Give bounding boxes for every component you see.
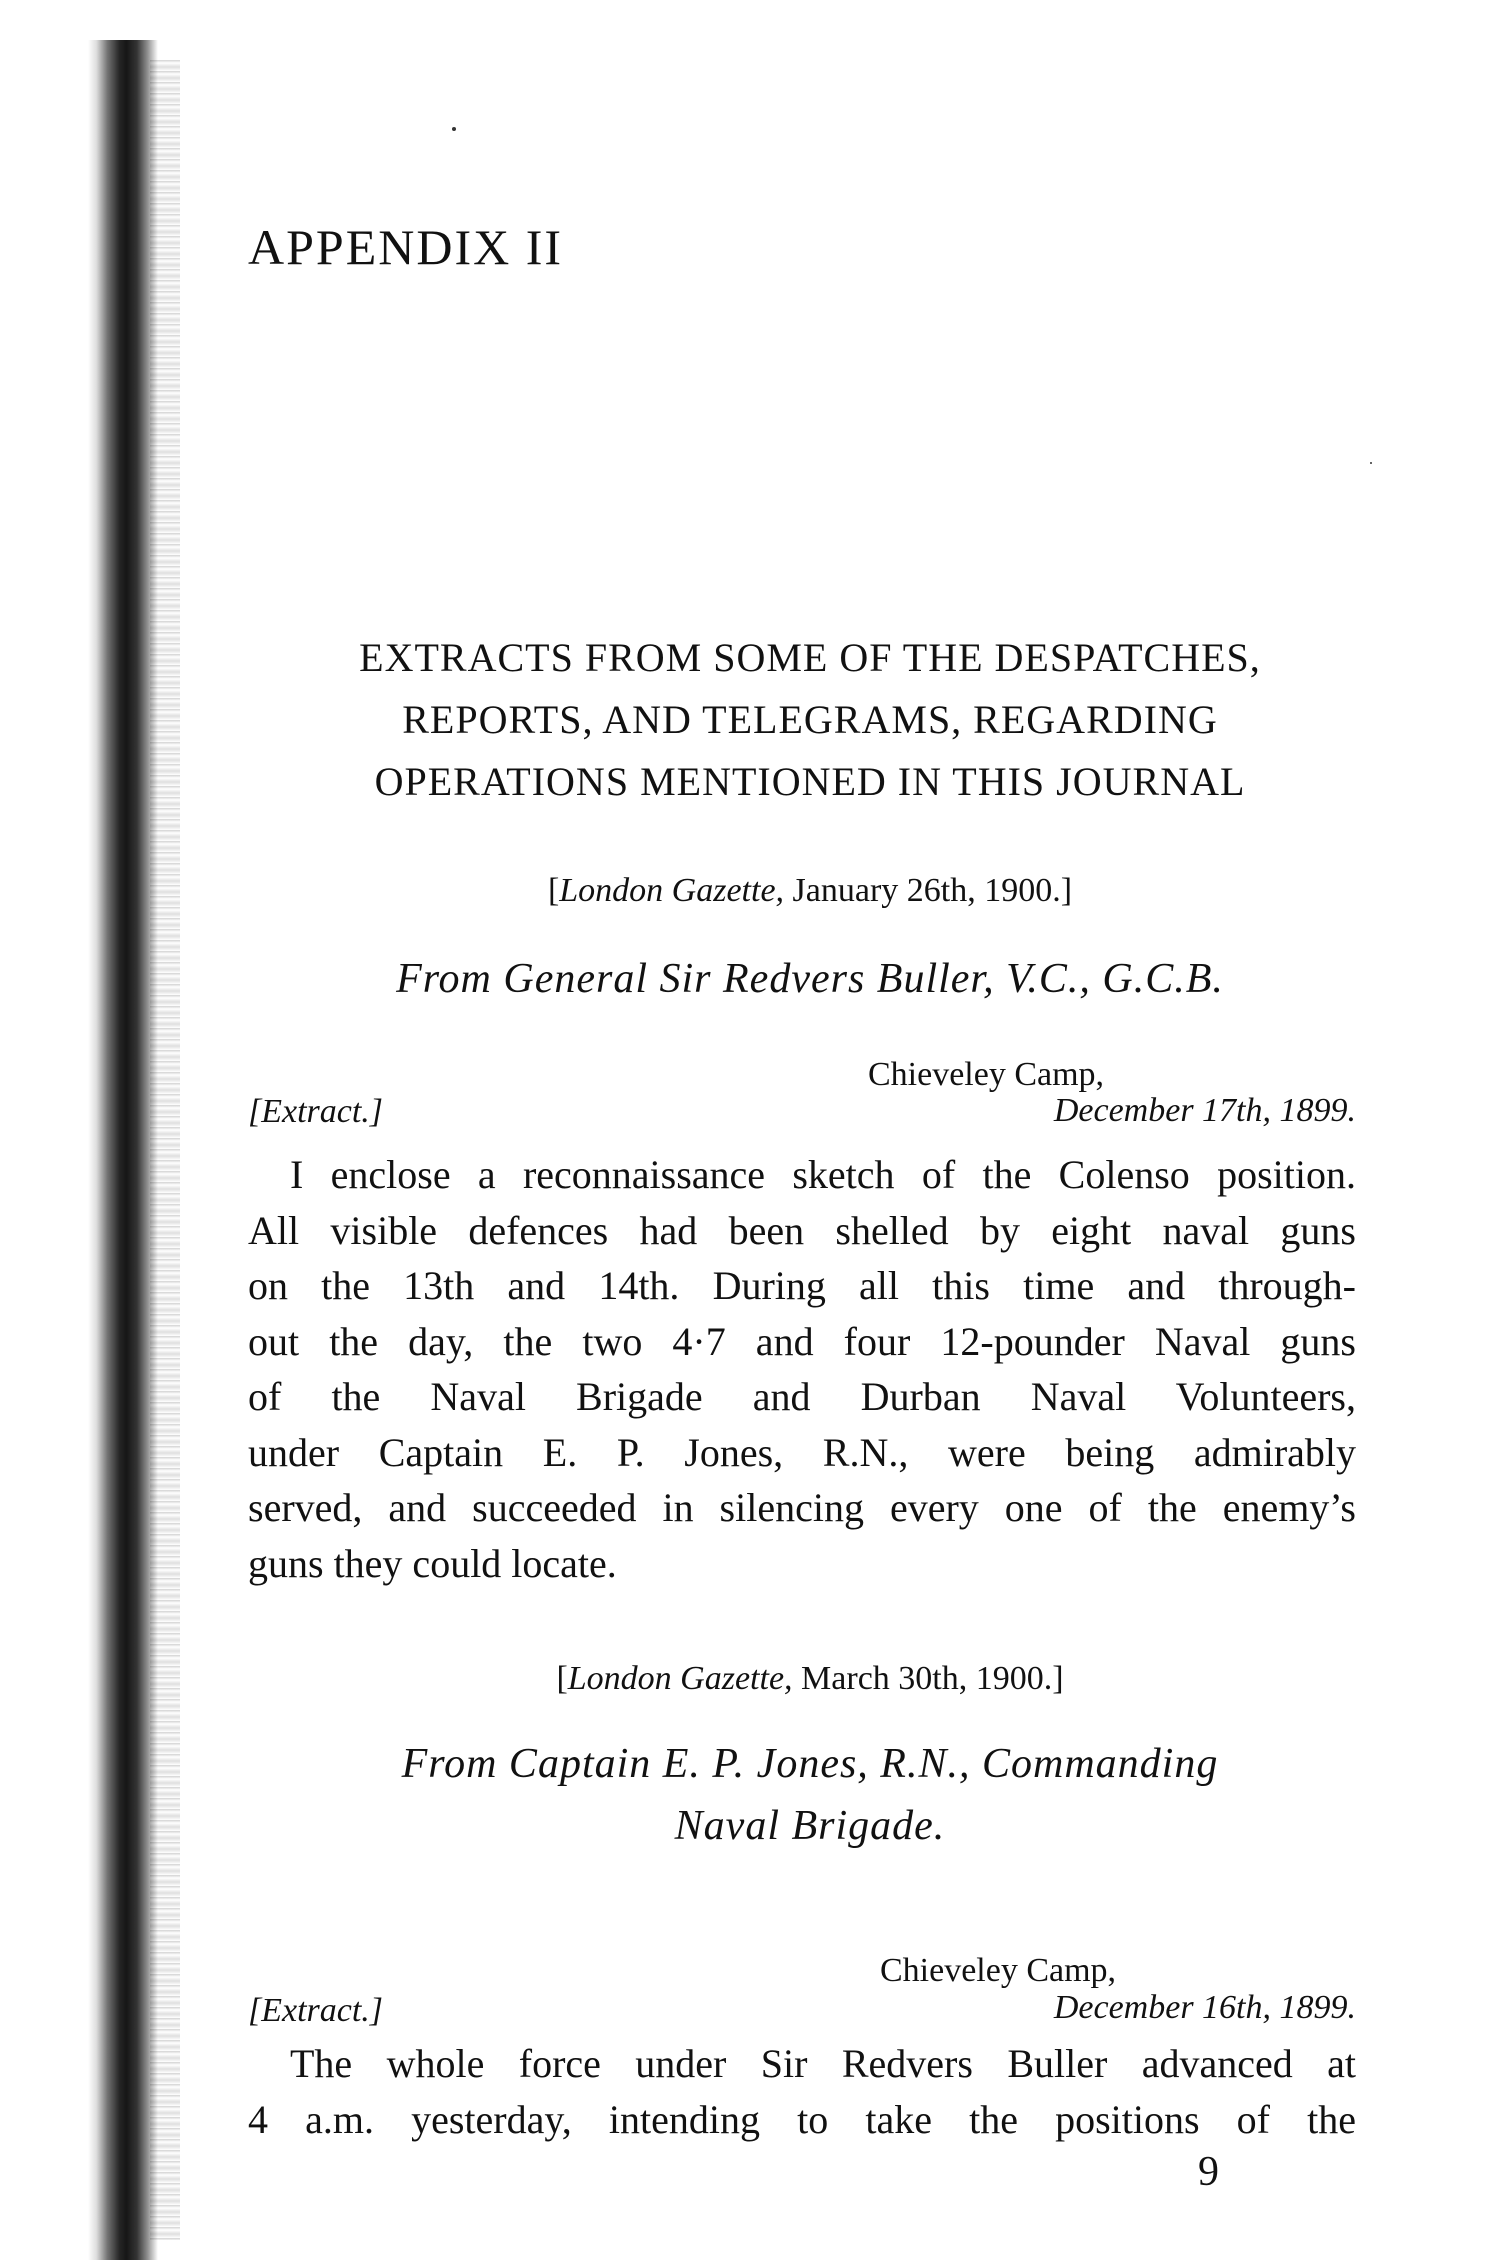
despatch-author-2-line-2: Naval Brigade. xyxy=(674,1803,946,1849)
title-line-3: OPERATIONS MENTIONED IN THIS JOURNAL xyxy=(374,759,1246,804)
scan-speck xyxy=(452,127,456,131)
body-line: I enclose a reconnaissance sketch of the Colenso position. xyxy=(290,1152,1356,1197)
body-line: The whole force under Sir Redvers Buller advanced at xyxy=(290,2041,1356,2086)
body-line: out the day, the two 4·7 and four 12-pounder Naval guns xyxy=(248,1318,1356,1364)
page-number: 9 xyxy=(1198,2149,1219,2195)
extract-label-2: [Extract.] xyxy=(248,1992,384,2029)
body-line: served, and succeeded in silencing every one of the enemy’s xyxy=(248,1485,1356,1530)
despatch-author-2-line-1: From Captain E. P. Jones, R.N., Commanding xyxy=(401,1741,1219,1787)
body-line: on the 13th and 14th. During all this time and through- xyxy=(248,1263,1356,1308)
gazette-source: London Gazette, xyxy=(559,872,785,909)
scan-speck xyxy=(1370,462,1372,464)
despatch-body-1 xyxy=(248,1147,1356,1591)
title-line-2: REPORTS, AND TELEGRAMS, REGARDING xyxy=(402,697,1218,742)
gazette-source: London Gazette, xyxy=(567,1660,793,1697)
body-line: 4 a.m. yesterday, intending to take the positions of the xyxy=(248,2096,1356,2142)
book-binding-speckle xyxy=(150,60,180,2240)
despatch-place-1: Chieveley Camp, xyxy=(868,1056,1105,1093)
body-line: under Captain E. P. Jones, R.N., were being admirably xyxy=(248,1429,1356,1475)
title-line-1: EXTRACTS FROM SOME OF THE DESPATCHES, xyxy=(359,635,1261,680)
book-binding-shadow xyxy=(88,40,158,2260)
gazette-citation-2: [London Gazette, March 30th, 1900.] xyxy=(556,1660,1064,1697)
gazette-citation-1: [London Gazette, January 26th, 1900.] xyxy=(547,872,1073,909)
gazette-date: January 26th, 1900. xyxy=(792,872,1061,909)
body-line: All visible defences had been shelled by eight naval guns xyxy=(248,1207,1356,1253)
appendix-heading: APPENDIX II xyxy=(248,219,564,275)
body-line: of the Naval Brigade and Durban Naval Volunteers, xyxy=(248,1374,1356,1419)
despatch-author-1: From General Sir Redvers Buller, V.C., G.C.B. xyxy=(396,956,1224,1002)
gazette-date: March 30th, 1900. xyxy=(801,1660,1053,1697)
body-line: guns they could locate. xyxy=(248,1540,617,1586)
despatch-place-2: Chieveley Camp, xyxy=(880,1952,1117,1989)
despatch-body-2 xyxy=(248,2036,1356,2147)
despatch-date-1: December 17th, 1899. xyxy=(1053,1092,1356,1129)
extract-label-1: [Extract.] xyxy=(248,1093,384,1130)
despatch-date-2: December 16th, 1899. xyxy=(1053,1989,1356,2026)
